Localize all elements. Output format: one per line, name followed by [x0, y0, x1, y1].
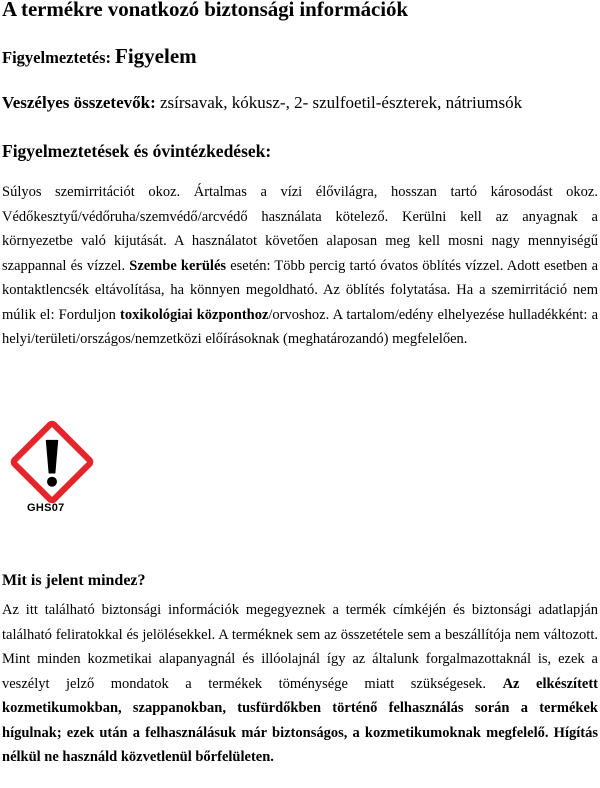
precautions-text-b: esetén: Több percig tartó óvatos öblítés vízzel. Adott esetben a kontaktlencsék eltávolítása, ha könnyen megoldható. Az öblítés folytatása. Ha a szemirritáció nem múlik el: Forduljon — [2, 257, 599, 323]
exclamation-dot — [47, 477, 57, 487]
precautions-heading: Figyelmeztetések és óvintézkedések: — [2, 141, 272, 161]
signal-word-label: Figyelmeztetés: — [2, 48, 112, 67]
precautions-text-a: Súlyos szemirritációt okoz. Ártalmas a vízi élővilágra, hosszan tartó károsodást okoz. Védőkesztyű/védőruha/szemvédő/arcvédő használata kötelező. Kerülni kell az anyagnak a környezetbe való kijutását. A használatot követően alaposan meg kell mosni nagy mennyiségű szappannal és vízzel. — [2, 184, 598, 274]
precautions-paragraph — [2, 180, 598, 352]
precautions-text-c: /orvoshoz. A tartalom/edény elhelyezése hulladékként: a helyi/területi/országos/nemzetközi előírásoknak (meghatározandó) megfelelően. — [2, 306, 599, 347]
hazardous-ingredients-line — [2, 93, 522, 113]
pictogram-code: GHS07 — [27, 502, 65, 514]
meaning-text: Az itt található biztonsági információk megegyeznek a termék címkéjén és biztonsági adatlapján található feliratokkal és jelölésekkel. A terméknek sem az összetétele sem a beszállítója nem változott. Mint minden kozmetikai alapanyagnál és illóolajnál így az általunk forgalmazottaknál is, ezek a veszélyt jelző mondatok a termékek töménysége miatt szükségesek. — [2, 602, 598, 692]
signal-word-value: Figyelem — [115, 44, 197, 68]
meaning-paragraph — [2, 598, 598, 770]
hazardous-ingredients-value: zsírsavak, kókusz-, 2- szulfoetil-észterek, nátriumsók — [160, 93, 523, 112]
precautions-bold-b: toxikológiai központhoz — [120, 306, 269, 323]
meaning-heading: Mit is jelent mindez? — [2, 572, 146, 589]
meaning-bold-text: Az elkészített kozmetikumokban, szappanokban, tusfürdőkben történő felhasználás során a termékek hígulnak; ezek után a felhasználásuk már biztonságos, a kozmetikumoknak megfelelő. Hígítás nélkül ne használd közvetlenül bőrfelületen. — [2, 675, 598, 765]
precautions-bold-a: Szembe kerülés — [129, 257, 227, 274]
page-title: A termékre vonatkozó biztonsági információk — [2, 0, 408, 21]
hazardous-ingredients-label: Veszélyes összetevők: — [2, 93, 156, 112]
signal-word-line — [2, 44, 197, 69]
ghs07-exclamation-mark-icon — [4, 414, 100, 510]
